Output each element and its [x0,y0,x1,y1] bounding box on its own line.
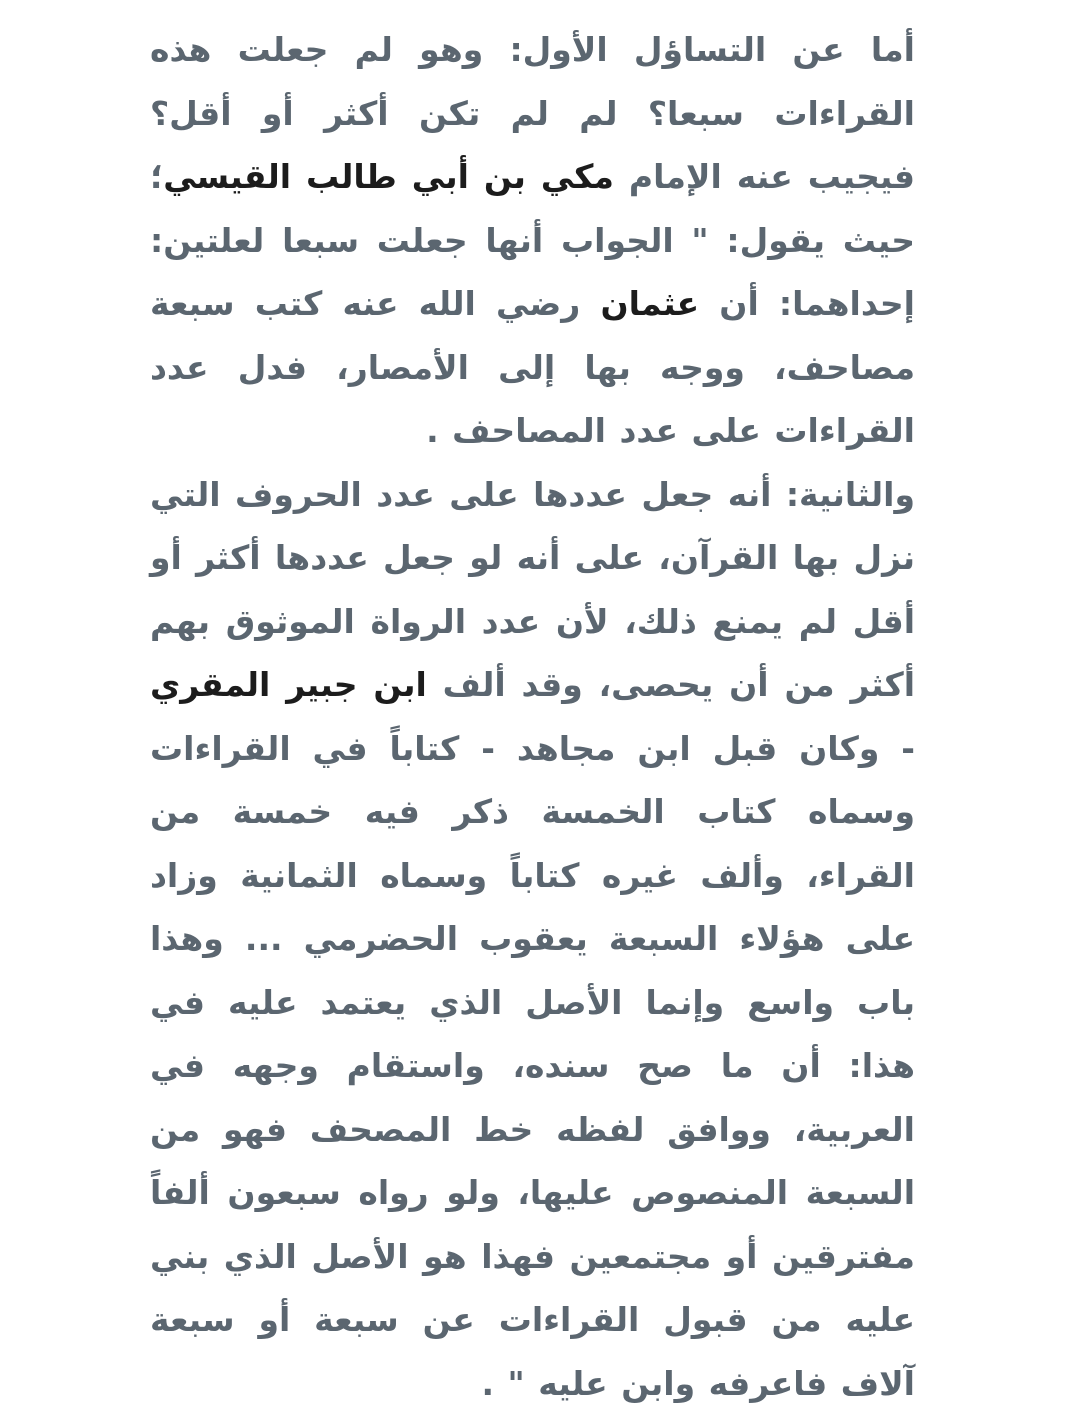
paragraph-first [150,18,915,463]
person-name-uthman: عثمان [600,284,699,323]
paragraph-second [150,463,915,1415]
scholar-name-makki: مكي بن أبي طالب القيسي [163,157,614,196]
document-page [150,18,915,1178]
scholar-name-ibn-jubayr: ابن جبير المقري [150,665,427,704]
paragraph-first-text-3: رضي الله عنه كتب سبعة مصاحف، ووجه بها إلى الأمصار، فدل عدد القراءات على عدد المصاحف . [150,284,915,450]
paragraph-second-text-1: والثانية: أنه جعل عددها على عدد الحروف التي نزل بها القرآن، على أنه لو جعل عددها أكثر أو أقل لم يمنع ذلك، لأن عدد الرواة الموثوق بهم أكثر من أن يحصى، وقد ألف [150,475,915,705]
paragraph-second-text-2: - وكان قبل ابن مجاهد - كتاباً في القراءات وسماه كتاب الخمسة ذكر فيه خمسة من القراء، وألف غيره كتاباً وسماه الثمانية وزاد على هؤلاء السبعة يعقوب الحضرمي ... وهذا باب واسع وإنما الأصل الذي يعتمد عليه في هذا: أن ما صح سنده، واستقام وجهه في العربية، ووافق لفظه خط المصحف فهو من السبعة المنصوص عليها، ولو رواه سبعون ألفاً مفترقين أو مجتمعين فهذا هو الأصل الذي بني عليه من قبول القراءات عن سبعة أو سبعة آلاف فاعرفه وابن عليه " . [150,729,915,1403]
paragraph-first-text-1: أما عن التساؤل الأول: وهو لم جعلت هذه القراءات سبعا؟ لم لم تكن أكثر أو أقل؟ فيجيب عنه الإمام [150,30,915,196]
paragraph-first-text-2: ؛ حيث يقول: " الجواب أنها جعلت سبعا لعلتين: إحداهما: أن [150,157,915,323]
